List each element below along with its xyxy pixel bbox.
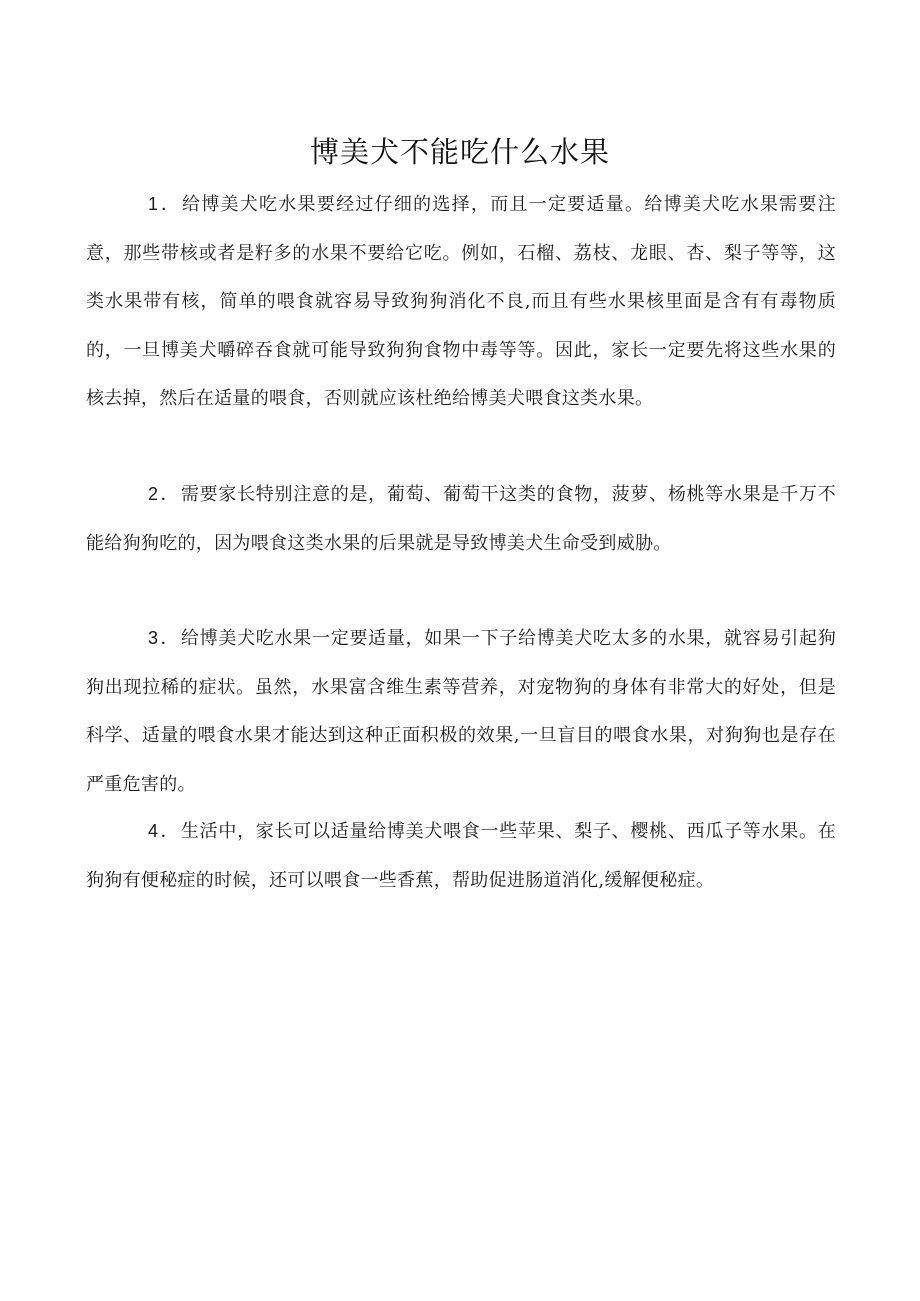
document-title: 博美犬不能吃什么水果 [309,135,610,169]
paragraph-3 [86,614,836,809]
paragraph-2 [86,470,836,568]
paragraph-1-number: 1． [148,194,182,214]
paragraph-2-text: 需要家长特别注意的是，葡萄、葡萄干这类的食物，菠萝、杨桃等水果是千万不能给狗狗吃的，因为喂食这类水果的后果就是导致博美犬生命受到威胁。 [86,484,836,554]
paragraph-4-text: 生活中，家长可以适量给博美犬喂食一些苹果、梨子、樱桃、西瓜子等水果。在狗狗有便秘症的时候，还可以喂食一些香蕉，帮助促进肠道消化,缓解便秘症。 [86,821,836,891]
paragraph-4-number: 4． [148,821,181,841]
paragraph-2-number: 2． [148,484,181,504]
paragraph-3-number: 3． [148,628,181,648]
paragraph-1 [86,180,836,424]
paragraph-3-text: 给博美犬吃水果一定要适量，如果一下子给博美犬吃太多的水果，就容易引起狗狗出现拉稀的症状。虽然，水果富含维生素等营养，对宠物狗的身体有非常大的好处，但是科学、适量的喂食水果才能达到这种正面积极的效果,一旦盲目的喂食水果，对狗狗也是存在严重危害的。 [86,628,836,795]
paragraph-4 [86,807,836,905]
paragraph-1-text: 给博美犬吃水果要经过仔细的选择，而且一定要适量。给博美犬吃水果需要注意，那些带核或者是籽多的水果不要给它吃。例如，石榴、荔枝、龙眼、杏、梨子等等，这类水果带有核，简单的喂食就容易导致狗狗消化不良,而且有些水果核里面是含有有毒物质的，一旦博美犬嚼碎吞食就可能导致狗狗食物中毒等等。因此，家长一定要先将这些水果的核去掉，然后在适量的喂食，否则就应该杜绝给博美犬喂食这类水果。 [86,194,836,409]
